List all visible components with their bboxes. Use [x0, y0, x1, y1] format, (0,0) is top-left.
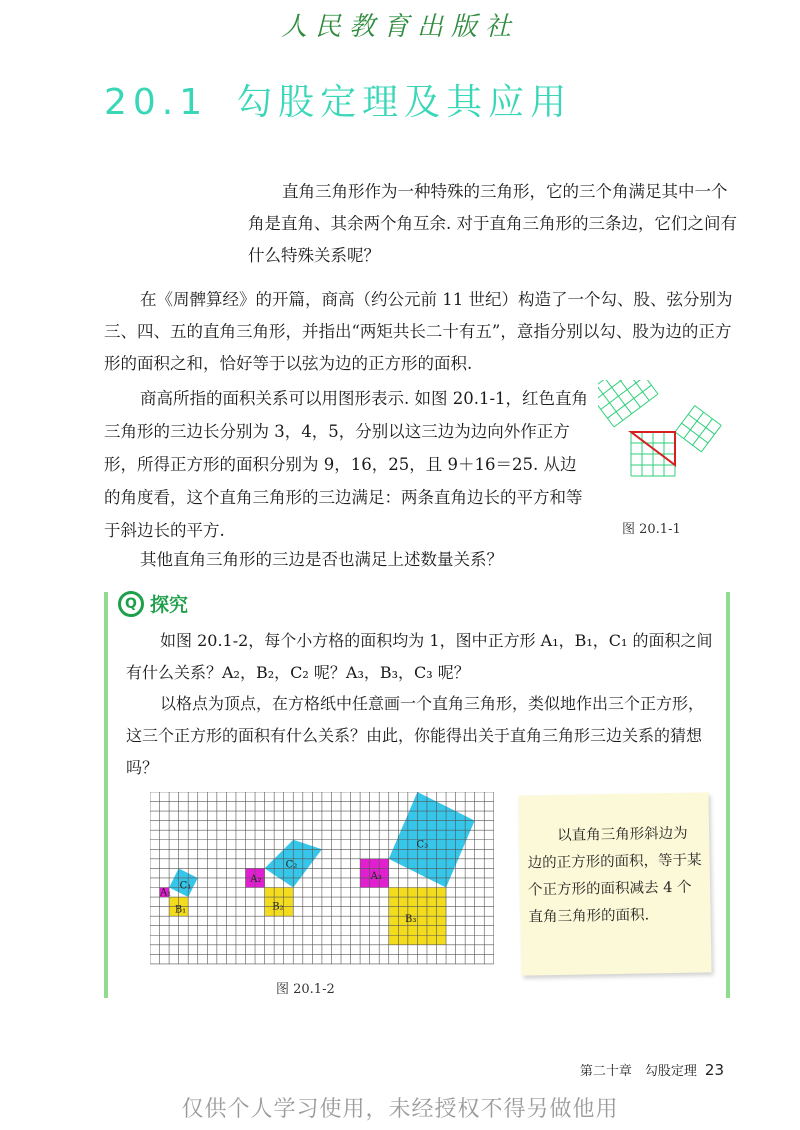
paragraph-area-relation: 商高所指的面积关系可以用图形表示. 如图 20.1-1，红色直角三角形的三边长分别为 3，4，5，分别以这三边为边向外作正方形，所得正方形的面积分别为 9，16，25，且 9＋16＝25. 从边的角度看，这个直角三角形的三边满足：两条直角边长的平方和等于斜边长的平方. — [104, 389, 589, 540]
publisher-logo: 人民教育出版社 — [280, 12, 519, 42]
label-b1: B₁ — [174, 904, 187, 916]
label-c3: C₃ — [416, 839, 429, 851]
label-a3: A₃ — [370, 870, 382, 882]
paragraph-zhoubi: 在《周髀算经》的开篇，商高（约公元前 11 世纪）构造了一个勾、股、弦分别为三、四、五的直角三角形，并指出“两矩共长二十有五”，意指分别以勾、股为边的正方形的面积之和，恰好等于以弦为边的正方形的面积. — [104, 290, 733, 373]
figure-20-1-2 — [150, 792, 494, 970]
label-a1: A₁ — [160, 887, 172, 899]
label-c2: C₂ — [285, 859, 298, 871]
explore-heading — [118, 590, 188, 617]
magnifier-icon: Q — [118, 591, 144, 617]
page-number: 23 — [704, 1061, 724, 1079]
paragraph-question: 其他直角三角形的三边是否也满足上述数量关系？ — [140, 550, 503, 569]
figure-20-1-1-caption: 图 20.1-1 — [622, 522, 681, 537]
sticky-note-text: 以直角三角形斜边为边的正方形的面积，等于某个正方形的面积减去 4 个直角三角形的面积. — [527, 825, 702, 926]
sticky-note — [518, 792, 711, 975]
section-number: 20.1 — [104, 82, 209, 123]
figure-20-1-1 — [598, 380, 738, 530]
label-a2: A₂ — [250, 873, 262, 885]
section-name: 勾股定理及其应用 — [236, 82, 573, 123]
explore-label: 探究 — [150, 594, 189, 616]
label-b2: B₂ — [272, 901, 284, 913]
intro-paragraph: 直角三角形作为一种特殊的三角形，它的三个角满足其中一个角是直角、其余两个角互余. 对于直角三角形的三条边，它们之间有什么特殊关系呢？ — [248, 182, 737, 265]
square-hypotenuse-5 — [598, 380, 658, 427]
usage-watermark: 仅供个人学习使用，未经授权不得另做他用 — [181, 1097, 619, 1122]
chapter-title: 第二十章 勾股定理 — [579, 1064, 697, 1079]
section-title — [104, 74, 572, 125]
label-b3: B₃ — [404, 913, 417, 925]
square-leg-4 — [631, 432, 675, 476]
chapter-footer — [580, 1060, 724, 1079]
square-leg-3 — [675, 406, 721, 452]
explore-right-border — [726, 592, 730, 998]
label-c1: C₁ — [179, 880, 192, 892]
explore-paragraph-2: 以格点为顶点，在方格纸中任意画一个直角三角形，类似地作出三个正方形，这三个正方形的面积有什么关系？由此，你能得出关于直角三角形三边关系的猜想吗？ — [126, 694, 705, 777]
figure-20-1-2-caption: 图 20.1-2 — [276, 982, 335, 997]
explore-paragraph-1: 如图 20.1-2，每个小方格的面积均为 1，图中正方形 A₁，B₁，C₁ 的面积之间有什么关系？A₂，B₂，C₂ 呢？A₃，B₃，C₃ 呢？ — [126, 631, 713, 682]
explore-left-border — [104, 592, 108, 998]
